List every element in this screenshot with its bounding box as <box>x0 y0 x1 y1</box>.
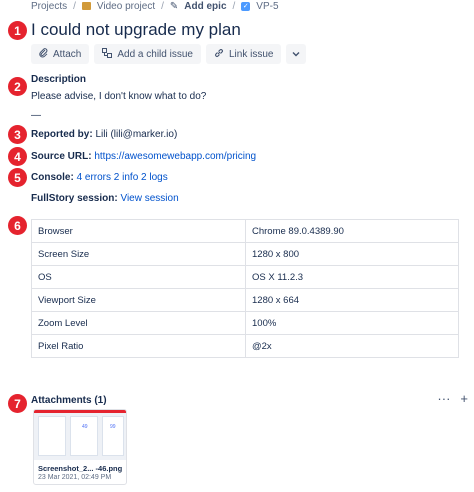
table-cell-value: Chrome 89.0.4389.90 <box>246 220 459 243</box>
table-row <box>32 312 459 335</box>
more-actions-button[interactable] <box>286 44 306 64</box>
link-issue-button[interactable] <box>206 44 281 64</box>
table-cell-key: Viewport Size <box>32 289 246 312</box>
table-cell-key: Zoom Level <box>32 312 246 335</box>
table-cell-key: Screen Size <box>32 243 246 266</box>
breadcrumb-separator: / <box>161 0 164 12</box>
issue-title[interactable]: I could not upgrade my plan <box>31 20 241 39</box>
table-row <box>32 243 459 266</box>
add-child-issue-button[interactable] <box>94 44 201 64</box>
marker-badge: 1 <box>8 21 27 40</box>
thumbnail-text: 99 <box>110 424 116 430</box>
breadcrumb <box>31 0 279 12</box>
reported-by-row <box>31 129 177 140</box>
breadcrumb-issue-key[interactable]: VP-5 <box>256 0 279 12</box>
paperclip-icon <box>39 48 48 61</box>
breadcrumb-add-epic[interactable]: Add epic <box>184 0 227 12</box>
pencil-icon: ✎ <box>169 0 179 12</box>
table-row <box>32 335 459 358</box>
link-icon <box>214 48 224 61</box>
thumbnail-text: 49 <box>82 424 88 430</box>
marker-badge: 3 <box>8 125 27 144</box>
marker-badge: 6 <box>8 216 27 235</box>
table-cell-key: Browser <box>32 220 246 243</box>
table-cell-value: 100% <box>246 312 459 335</box>
description-label: Description <box>31 74 87 85</box>
more-options-icon[interactable]: ··· <box>437 391 451 406</box>
breadcrumb-separator: / <box>232 0 236 12</box>
marker-badge: 4 <box>8 147 27 166</box>
table-row <box>32 220 459 243</box>
reported-by-value: Lili (lili@marker.io) <box>95 129 178 140</box>
hierarchy-icon <box>102 48 112 61</box>
attachment-file-name: Screenshot_2... -46.png <box>38 464 123 473</box>
console-row <box>31 172 168 183</box>
issue-toolbar <box>31 44 306 64</box>
marker-badge: 2 <box>8 77 27 96</box>
source-url-link[interactable]: https://awesomewebapp.com/pricing <box>94 151 257 162</box>
console-errors-link[interactable]: 4 errors <box>76 172 112 183</box>
attach-label: Attach <box>53 48 82 60</box>
console-info-link[interactable]: 2 info <box>113 172 139 183</box>
table-row <box>32 266 459 289</box>
attach-button[interactable] <box>31 44 89 64</box>
reported-by-label: Reported by: <box>31 129 93 140</box>
description-separator: — <box>31 110 41 121</box>
table-row <box>32 289 459 312</box>
console-logs-link[interactable]: 2 logs <box>141 172 168 183</box>
chevron-down-icon <box>292 49 300 60</box>
attachment-file-date: 23 Mar 2021, 02:49 PM <box>38 474 112 481</box>
thumbnail-header-bar <box>34 410 127 413</box>
thumbnail-panel <box>70 416 98 456</box>
attachment-card[interactable] <box>33 409 127 485</box>
thumbnail-panel <box>102 416 124 456</box>
attachment-thumbnail <box>34 410 127 460</box>
breadcrumb-projects[interactable]: Projects <box>31 0 68 12</box>
table-cell-key: Pixel Ratio <box>32 335 246 358</box>
table-cell-value: 1280 x 800 <box>246 243 459 266</box>
attachments-header: Attachments (1) <box>31 395 107 406</box>
folder-icon <box>82 2 91 10</box>
add-child-label: Add a child issue <box>117 48 193 60</box>
add-attachment-icon[interactable]: + <box>460 391 468 406</box>
table-cell-key: OS <box>32 266 246 289</box>
fullstory-label: FullStory session: <box>31 193 118 204</box>
attachments-actions <box>437 391 468 406</box>
environment-table <box>31 219 459 358</box>
breadcrumb-project[interactable]: Video project <box>96 0 156 12</box>
checkbox-icon: ✓ <box>242 2 249 10</box>
source-url-row <box>31 151 256 162</box>
view-session-link[interactable]: View session <box>120 193 179 204</box>
breadcrumb-separator: / <box>73 0 76 12</box>
console-label: Console: <box>31 172 74 183</box>
link-issue-label: Link issue <box>228 48 274 60</box>
source-url-label: Source URL: <box>31 151 92 162</box>
table-cell-value: @2x <box>246 335 459 358</box>
table-cell-value: OS X 11.2.3 <box>246 266 459 289</box>
marker-badge: 5 <box>8 168 27 187</box>
thumbnail-panel <box>38 416 66 456</box>
fullstory-row <box>31 193 179 204</box>
marker-badge: 7 <box>8 394 27 413</box>
description-text[interactable]: Please advise, I don't know what to do? <box>31 91 207 102</box>
table-cell-value: 1280 x 664 <box>246 289 459 312</box>
